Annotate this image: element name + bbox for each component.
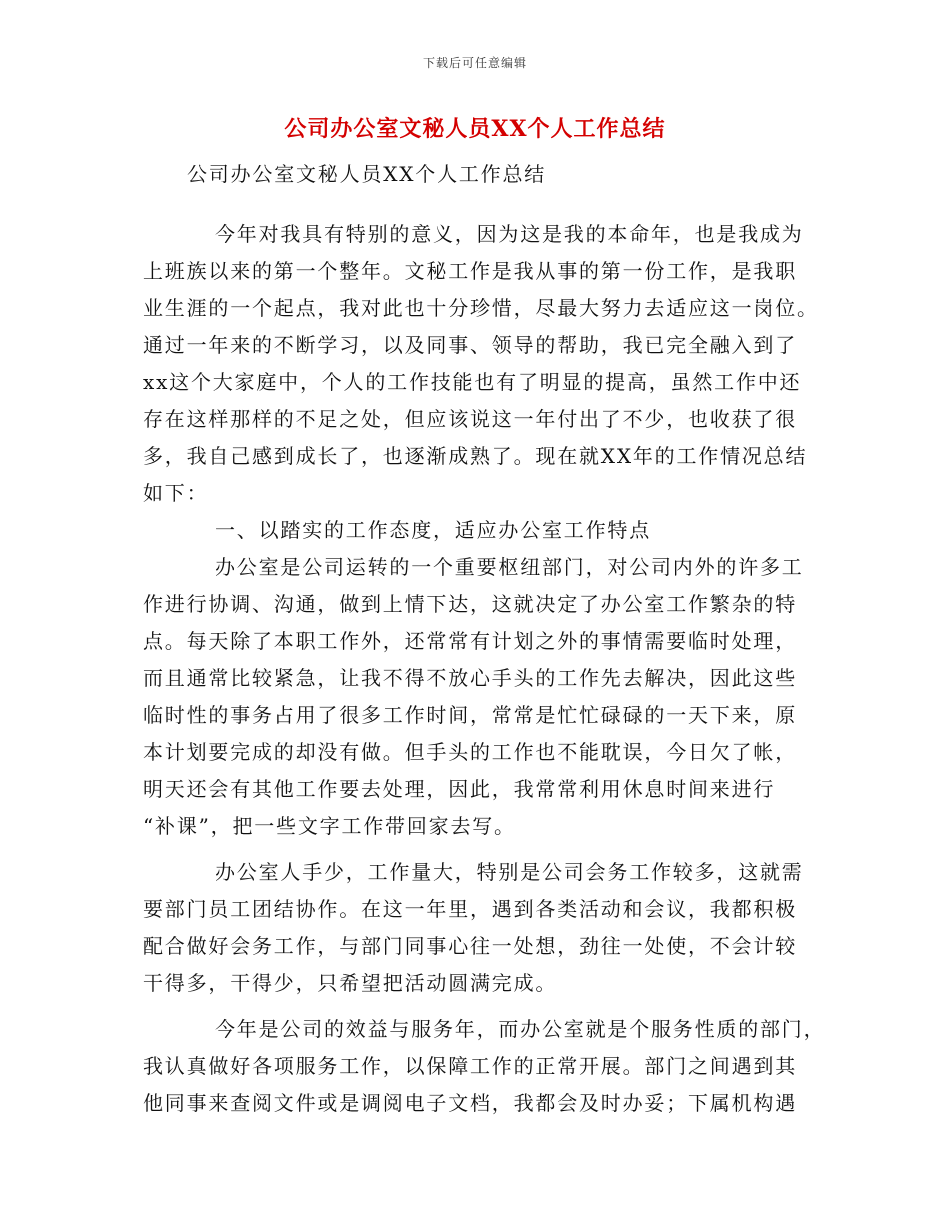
paragraph-line: 作进行协调、沟通，做到上情下达，这就决定了办公室工作繁杂的特 (143, 592, 797, 616)
paragraph-line: 办公室人手少，工作量大，特别是公司会务工作较多，这就需 (215, 860, 804, 884)
paragraph-line: 本计划要完成的却没有做。但手头的工作也不能耽误，今日欠了帐， (143, 740, 797, 764)
document-subtitle: 公司办公室文秘人员XX个人工作总结 (187, 162, 547, 186)
document-title: 公司办公室文秘人员XX个人工作总结 (284, 116, 666, 142)
paragraph (143, 1011, 826, 1122)
paragraph-line: 今年是公司的效益与服务年，而办公室就是个服务性质的部门， (215, 1017, 826, 1041)
paragraph-line: 我认真做好各项服务工作，以保障工作的正常开展。部门之间遇到其 (143, 1054, 797, 1078)
paragraph (143, 854, 808, 1002)
paragraph-line: 明天还会有其他工作要去处理，因此，我常常利用休息时间来进行 (143, 777, 776, 801)
paragraph-line: 干得多，干得少，只希望把活动圆满完成。 (143, 971, 558, 995)
section-heading (143, 512, 808, 549)
header-note: 下载后可任意编辑 (422, 56, 527, 70)
paragraph-line: 办公室是公司运转的一个重要枢纽部门，对公司内外的许多工 (215, 555, 804, 579)
paragraph-line: 他同事来查阅文件或是调阅电子文档，我都会及时办妥；下属机构遇 (143, 1091, 797, 1115)
paragraph-line: 点。每天除了本职工作外，还常常有计划之外的事情需要临时处理， (143, 629, 797, 653)
paragraph-line: 存在这样那样的不足之处，但应该说这一年付出了不少，也收获了很 (143, 407, 797, 431)
paragraph-line: 要部门员工团结协作。在这一年里，遇到各类活动和会议，我都积极 (143, 897, 797, 921)
paragraph-line: 通过一年来的不断学习，以及同事、领导的帮助，我已完全融入到了 (143, 333, 797, 357)
document-body (143, 156, 826, 1122)
paragraph-line: “补课”，把一些文字工作带回家去写。 (143, 814, 516, 838)
paragraph-line: 而且通常比较紧急，让我不得不放心手头的工作先去解决，因此这些 (143, 666, 797, 690)
paragraph (143, 549, 808, 845)
paragraph-line: 配合做好会务工作，与部门同事心往一处想，劲往一处使，不会计较 (143, 934, 797, 958)
paragraph-line: 今年对我具有特别的意义，因为这是我的本命年，也是我成为 (215, 222, 804, 246)
paragraph-line: 上班族以来的第一个整年。文秘工作是我从事的第一份工作，是我职 (143, 259, 797, 283)
paragraph (143, 216, 819, 512)
paragraph-line: xx这个大家庭中，个人的工作技能也有了明显的提高，虽然工作中还 (143, 370, 802, 394)
paragraph-line: 如下： (143, 481, 209, 505)
paragraph-line: 业生涯的一个起点，我对此也十分珍惜，尽最大努力去适应这一岗位。 (143, 296, 819, 320)
section-heading-text: 一、以踏实的工作态度，适应办公室工作特点 (215, 518, 651, 542)
paragraph-line: 多，我自己感到成长了，也逐渐成熟了。现在就XX年的工作情况总结 (143, 444, 808, 468)
paragraph-line: 临时性的事务占用了很多工作时间，常常是忙忙碌碌的一天下来，原 (143, 703, 797, 727)
